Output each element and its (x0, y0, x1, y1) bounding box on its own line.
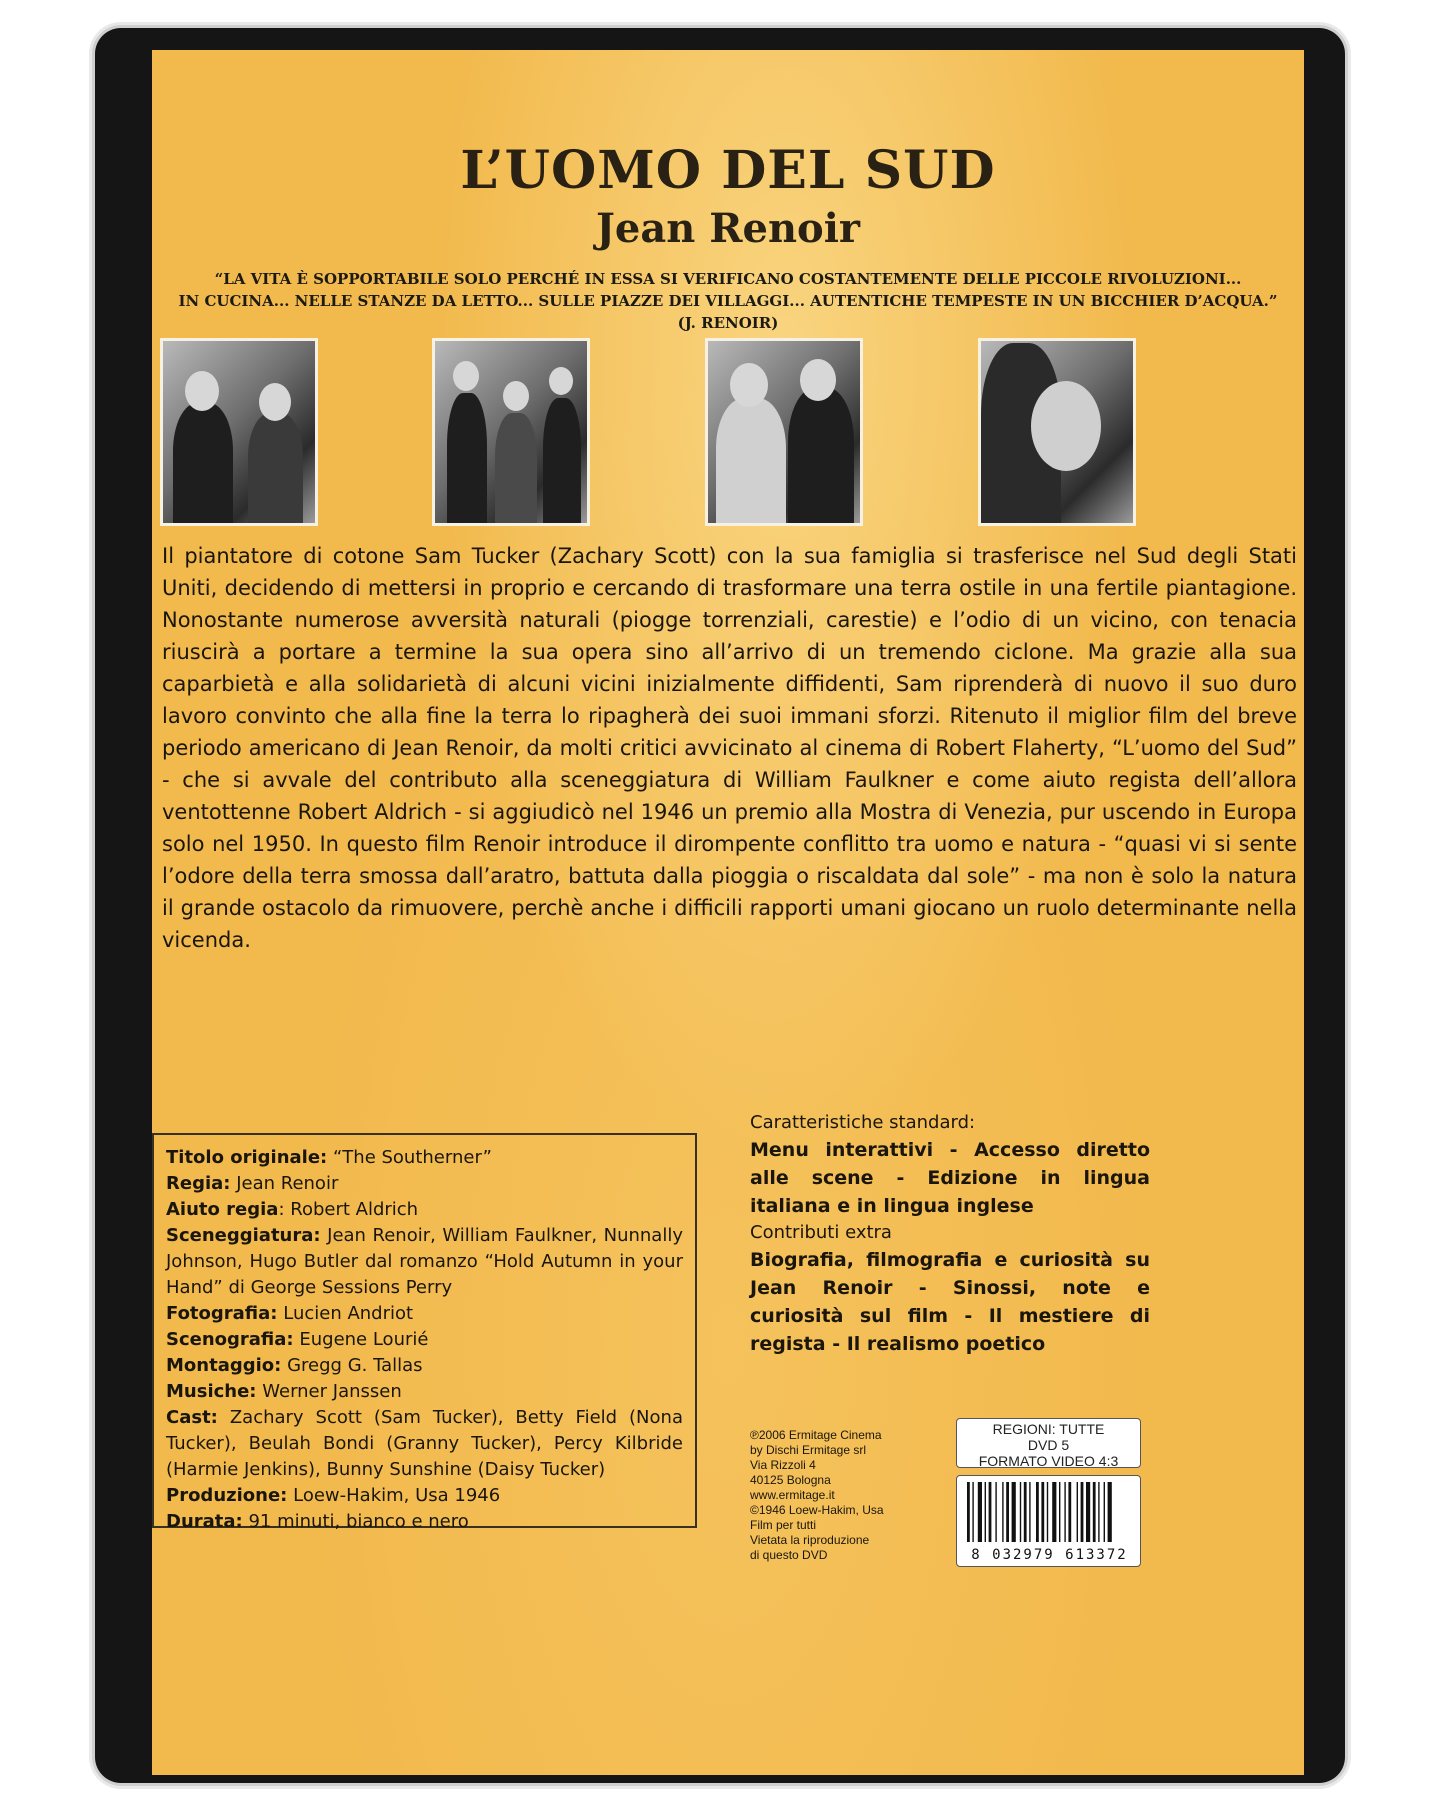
film-title: L’UOMO DEL SUD (460, 140, 996, 201)
credit-row: Produzione: Loew-Hakim, Usa 1946 (166, 1485, 501, 1506)
standard-features-label: Caratteristiche standard: (750, 1112, 976, 1133)
extra-features-text: Biografia, filmografia e curiosità su Jean Renoir - Sinossi, note e curiosità sul film - Il mestiere di regista - Il realismo poetico (750, 1249, 1150, 1355)
quote (152, 268, 1304, 334)
film-still-4 (978, 338, 1136, 526)
legal-line: www.ermitage.it (750, 1488, 835, 1502)
synopsis: Il piantatore di cotone Sam Tucker (Zachary Scott) con la sua famiglia si trasferisce nel Sud degli Stati Uniti, decidendo di mettersi in proprio e cercando di trasformare una terra ostile in una fertile piantagione. Nonostante numerose avversità naturali (piogge torrenziali, carestie) e l’odio di un vicino, con tenacia riuscirà a portare a termine la sua opera sino all’arrivo di un tremendo ciclone. Ma grazie alla sua caparbietà e alla solidarietà di alcuni vicini inizialmente diffidenti, Sam riprenderà di nuovo il suo duro lavoro convinto che alla fine la terra lo ripagherà dei suoi immani sforzi. Ritenuto il miglior film del breve periodo americano di Jean Renoir, da molti critici avvicinato al cinema di Robert Flaherty, “L’uomo del Sud” - che si avvale del contributo alla sceneggiatura di William Faulkner e come aiuto regista dell’allora ventottenne Robert Aldrich - si aggiudicò nel 1946 un premio alla Mostra di Venezia, pur uscendo in Europa solo nel 1950. In questo film Renoir introduce il dirompente conflitto tra uomo e natura - “quasi vi si sente l’odore della terra smossa dall’aratro, battuta dalla pioggia o riscaldata dal sole” - ma non è solo la natura il grande ostacolo da rimuovere, perchè anche i difficili rapporti umani giocano un ruolo determinante nella vicenda. (162, 544, 1297, 952)
legal-line: ©1946 Loew-Hakim, Usa (750, 1503, 884, 1517)
legal-line: di questo DVD (750, 1548, 828, 1562)
barcode-number: 8 032979 613372 (971, 1547, 1128, 1563)
quote-author: (J. RENOIR) (677, 314, 779, 332)
back-cover (152, 50, 1304, 1775)
film-still-1 (160, 338, 318, 526)
legal-line: Film per tutti (750, 1518, 817, 1532)
credit-row: Cast: Zachary Scott (Sam Tucker), Betty Field (Nona Tucker), Beulah Bondi (Granny Tucker), Percy Kilbride (Harmie Jenkins), Bunny Sunshine (Daisy Tucker) (166, 1407, 683, 1480)
barcode-icon (965, 1482, 1133, 1544)
credit-row: Montaggio: Gregg G. Tallas (166, 1355, 423, 1376)
standard-features-text: Menu interattivi - Accesso diretto alle scene - Edizione in lingua italiana e in lingua inglese (750, 1139, 1150, 1217)
credit-row: Durata: 91 minuti, bianco e nero (166, 1511, 469, 1532)
credit-row: Musiche: Werner Janssen (166, 1381, 402, 1402)
film-still-3 (705, 338, 863, 526)
extra-features-label: Contributi extra (750, 1222, 892, 1243)
barcode (956, 1475, 1141, 1567)
legal-line: by Dischi Ermitage srl (750, 1443, 867, 1457)
disc-type-line: DVD 5 (1027, 1437, 1070, 1453)
credits-box (152, 1133, 697, 1532)
credit-row: Regia: Jean Renoir (166, 1173, 339, 1194)
credit-row: Fotografia: Lucien Andriot (166, 1303, 414, 1324)
legal-line: Via Rizzoli 4 (750, 1458, 816, 1472)
legal-info (750, 1428, 950, 1563)
credit-row: Scenografia: Eugene Lourié (166, 1329, 429, 1350)
features-section (750, 1110, 1150, 1358)
legal-line: ℗2006 Ermitage Cinema (750, 1428, 882, 1442)
legal-line: Vietata la riproduzione (750, 1533, 870, 1547)
quote-line-1: “LA VITA È SOPPORTABILE SOLO PERCHÉ IN ESSA SI VERIFICANO COSTANTEMENTE DELLE PICCOLE RIVOLUZIONI... (214, 270, 1242, 288)
credit-row: Sceneggiatura: Jean Renoir, William Faulkner, Nunnally Johnson, Hugo Butler dal romanzo “Hold Autumn in your Hand” di George Sessions Perry (166, 1225, 683, 1298)
region-info-box (956, 1418, 1141, 1468)
director-name: Jean Renoir (595, 205, 861, 252)
legal-line: 40125 Bologna (750, 1473, 831, 1487)
video-format-line: FORMATO VIDEO 4:3 (978, 1453, 1119, 1469)
film-still-2 (432, 338, 590, 526)
quote-line-2: IN CUCINA... NELLE STANZE DA LETTO... SULLE PIAZZE DEI VILLAGGI... AUTENTICHE TEMPESTE IN UN BICCHIER D’ACQUA.” (178, 292, 1278, 310)
credit-row: Titolo originale: “The Southerner” (166, 1147, 492, 1168)
credit-row: Aiuto regia: Robert Aldrich (166, 1199, 419, 1220)
region-line: REGIONI: TUTTE (992, 1421, 1105, 1437)
